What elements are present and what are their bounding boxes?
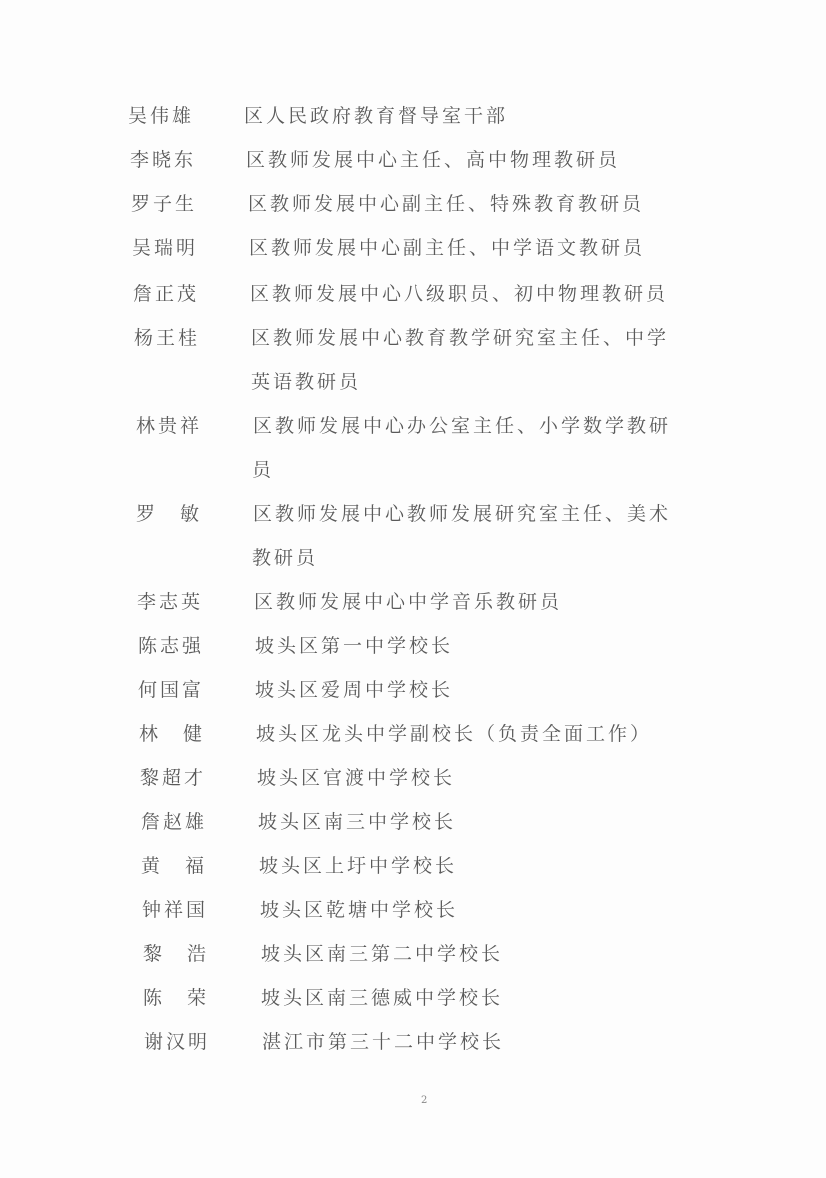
page-number: 2 xyxy=(421,1095,428,1106)
person-title: 坡头区第一中学校长 xyxy=(255,635,454,657)
person-title: 区教师发展中心教育教学研究室主任、中学 xyxy=(251,327,670,349)
person-title: 坡头区南三中学校长 xyxy=(258,811,457,833)
person-name: 罗 敏 xyxy=(136,503,203,525)
person-name: 詹正茂 xyxy=(133,283,200,305)
person-title-continued: 英语教研员 xyxy=(251,371,362,393)
person-title: 湛江市第三十二中学校长 xyxy=(262,1031,505,1053)
person-title: 区教师发展中心教师发展研究室主任、美术 xyxy=(253,503,672,525)
person-title: 坡头区乾塘中学校长 xyxy=(260,899,459,921)
person-title: 坡头区龙头中学副校长（负责全面工作） xyxy=(256,723,653,745)
person-title: 区人民政府教育督导室干部 xyxy=(244,105,509,127)
person-name: 陈 荣 xyxy=(143,987,210,1009)
person-name: 林 健 xyxy=(139,723,206,745)
person-title: 坡头区上圩中学校长 xyxy=(259,855,458,877)
person-title: 区教师发展中心八级职员、初中物理教研员 xyxy=(250,283,669,305)
person-title: 区教师发展中心副主任、中学语文教研员 xyxy=(249,237,646,259)
person-name: 钟祥国 xyxy=(142,899,209,921)
person-title: 坡头区官渡中学校长 xyxy=(257,767,456,789)
person-title: 区教师发展中心办公室主任、小学数学教研 xyxy=(253,415,672,437)
person-name: 黎 浩 xyxy=(143,943,210,965)
person-name: 林贵祥 xyxy=(136,415,203,437)
person-title-continued: 教研员 xyxy=(252,547,319,569)
person-name: 陈志强 xyxy=(138,635,205,657)
person-title: 区教师发展中心中学音乐教研员 xyxy=(254,591,563,613)
person-name: 李晓东 xyxy=(130,149,197,171)
person-title: 坡头区南三德威中学校长 xyxy=(261,987,504,1009)
person-name: 李志英 xyxy=(137,591,204,613)
person-name: 吴伟雄 xyxy=(128,105,195,127)
person-title: 坡头区南三第二中学校长 xyxy=(261,943,504,965)
person-title: 区教师发展中心副主任、特殊教育教研员 xyxy=(248,193,645,215)
person-name: 谢汉明 xyxy=(144,1031,211,1053)
person-name: 罗子生 xyxy=(131,193,198,215)
person-name: 何国富 xyxy=(138,679,205,701)
person-name: 黎超才 xyxy=(140,767,207,789)
person-title-continued: 员 xyxy=(252,459,275,481)
person-name: 杨王桂 xyxy=(134,327,201,349)
person-title: 坡头区爱周中学校长 xyxy=(255,679,454,701)
person-name: 吴瑞明 xyxy=(132,237,199,259)
person-title: 区教师发展中心主任、高中物理教研员 xyxy=(246,149,621,171)
person-name: 詹赵雄 xyxy=(141,811,208,833)
person-name: 黄 福 xyxy=(141,855,208,877)
